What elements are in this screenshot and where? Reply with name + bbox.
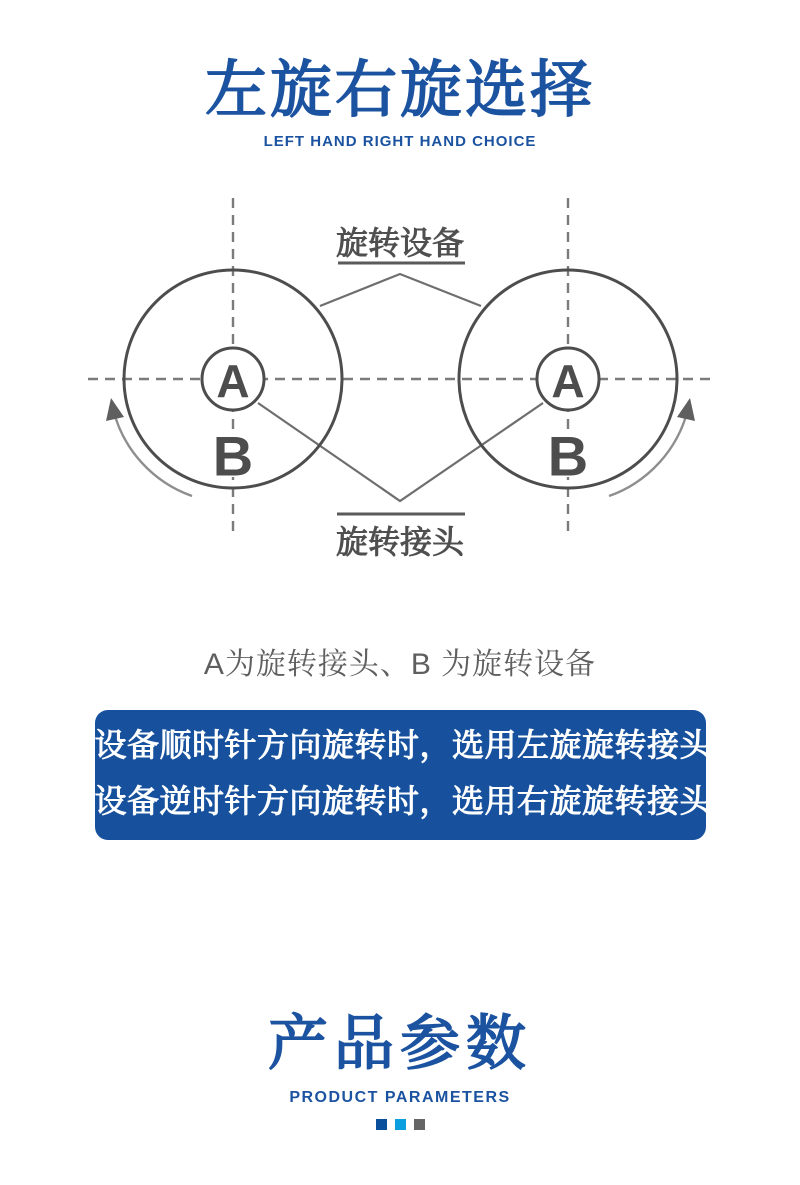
diagram-caption: A为旋转接头、B 为旋转设备 [203,648,597,681]
notice-line-counterclockwise: 设备逆时针方向旋转时，选用右旋旋转接头 [94,783,713,819]
leader-to-top-label [320,274,481,306]
square-dark-blue-icon [376,1119,387,1130]
square-light-blue-icon [395,1119,406,1130]
section-header-choice [0,0,800,150]
leader-to-bottom-label [258,403,543,501]
letter-backings [213,431,588,477]
rotation-direction-diagram [0,191,800,561]
section-title: 左旋右旋选择 [204,56,595,125]
right-outer-letter: B [547,424,589,488]
section-subtitle: LEFT HAND RIGHT HAND CHOICE [263,133,537,150]
notice-line-clockwise: 设备顺时针方向旋转时，选用左旋旋转接头 [94,727,713,763]
right-inner-letter: A [551,355,585,407]
counterclockwise-arrowhead [677,398,695,421]
params-subtitle: PRODUCT PARAMETERS [289,1089,511,1106]
params-title: 产品参数 [268,1010,532,1077]
clockwise-arrowhead [106,398,124,421]
left-inner-letter: A [216,355,250,407]
selection-notice-box [94,710,713,840]
leader-lines [258,274,543,501]
decoration-squares [0,1119,800,1130]
bottom-label-rotary-joint: 旋转接头 [335,524,465,560]
top-label-rotating-equipment: 旋转设备 [335,225,465,261]
section-header-parameters [0,1012,800,1130]
left-outer-letter: B [212,424,254,488]
square-gray-icon [414,1119,425,1130]
